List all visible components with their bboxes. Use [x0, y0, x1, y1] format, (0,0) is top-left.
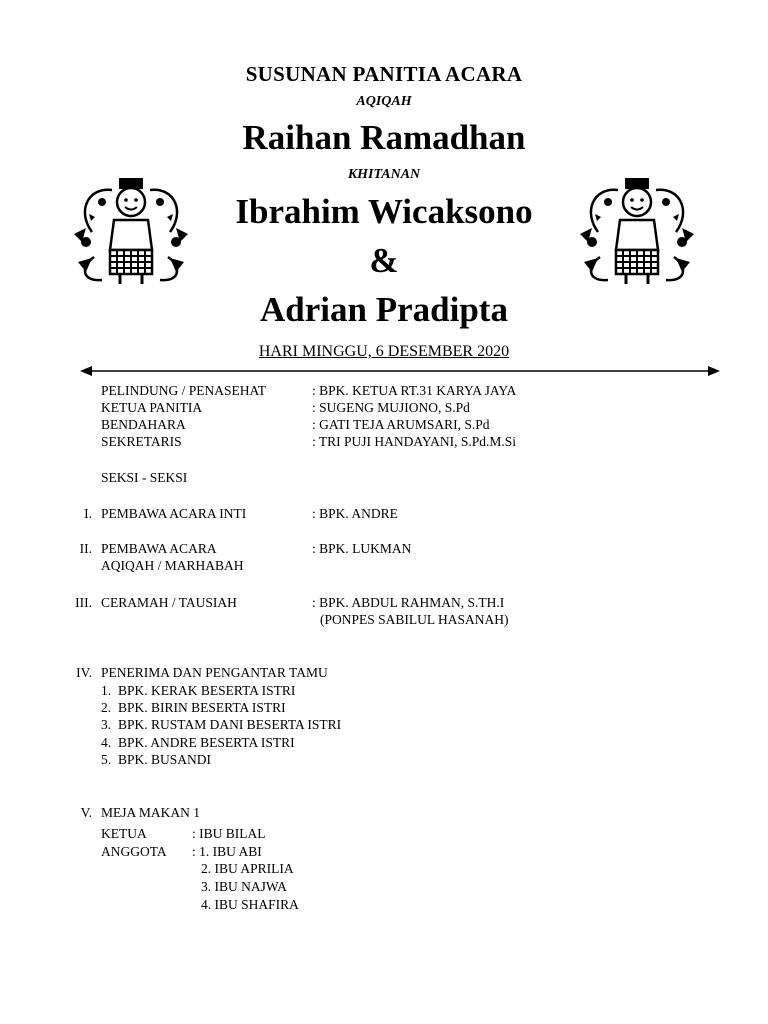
section-value: : BPK. LUKMAN — [312, 541, 412, 556]
section-value-continued: (PONPES SABILUL HASANAH) — [320, 612, 509, 627]
role-value: : SUGENG MUJIONO, S.Pd — [312, 400, 470, 415]
section-number: V. — [80, 805, 92, 820]
section-value: : BPK. ABDUL RAHMAN, S.TH.I — [312, 595, 505, 610]
khitanan-label: KHITANAN — [347, 167, 421, 182]
ketua-value: : IBU BILAL — [192, 826, 266, 841]
section-label: PEMBAWA ACARA INTI — [101, 506, 247, 521]
role-label: BENDAHARA — [101, 417, 186, 432]
list-item: BPK. BUSANDI — [118, 752, 212, 767]
section-value: : BPK. ANDRE — [312, 506, 398, 521]
section-label: CERAMAH / TAUSIAH — [101, 595, 237, 610]
list-item: BPK. KERAK BESERTA ISTRI — [118, 683, 296, 698]
header-divider — [80, 364, 720, 378]
role-value: : TRI PUJI HANDAYANI, S.Pd.M.Si — [312, 434, 517, 449]
role-label: SEKRETARIS — [101, 434, 182, 449]
list-item: BPK. RUSTAM DANI BESERTA ISTRI — [118, 717, 342, 732]
section-number: II. — [79, 541, 92, 556]
list-item: BPK. BIRIN BESERTA ISTRI — [118, 700, 286, 715]
khitanan-name-1: Ibrahim Wicaksono — [235, 192, 533, 231]
list-item-number: 1. — [101, 683, 112, 698]
role-value: : GATI TEJA ARUMSARI, S.Pd — [312, 417, 490, 432]
anggota-item: 3. IBU NAJWA — [201, 879, 287, 894]
section-label: MEJA MAKAN 1 — [101, 805, 201, 820]
anggota-label: ANGGOTA — [101, 844, 167, 859]
aqiqah-label: AQIQAH — [356, 94, 412, 109]
section-number: III. — [75, 595, 92, 610]
khitanan-name-2: Adrian Pradipta — [260, 290, 508, 329]
list-item: BPK. ANDRE BESERTA ISTRI — [118, 735, 295, 750]
ampersand: & — [369, 241, 399, 280]
section-label: PENERIMA DAN PENGANTAR TAMU — [101, 665, 328, 680]
section-label-continued: AQIQAH / MARHABAH — [101, 558, 244, 573]
list-item-number: 3. — [101, 717, 112, 732]
document-title: SUSUNAN PANITIA ACARA — [245, 62, 523, 86]
list-item-number: 2. — [101, 700, 112, 715]
role-label: KETUA PANITIA — [101, 400, 203, 415]
section-number: IV. — [76, 665, 92, 680]
list-item-number: 5. — [101, 752, 112, 767]
anggota-item: : 1. IBU ABI — [192, 844, 262, 859]
section-number: I. — [84, 506, 92, 521]
list-item-number: 4. — [101, 735, 112, 750]
section-label: PEMBAWA ACARA — [101, 541, 217, 556]
event-date: HARI MINGGU, 6 DESEMBER 2020 — [258, 343, 510, 360]
aqiqah-name: Raihan Ramadhan — [242, 118, 526, 157]
ketua-label: KETUA — [101, 826, 147, 841]
seksi-heading: SEKSI - SEKSI — [101, 470, 188, 485]
role-value: : BPK. KETUA RT.31 KARYA JAYA — [312, 383, 517, 398]
anggota-item: 2. IBU APRILIA — [201, 861, 294, 876]
anggota-item: 4. IBU SHAFIRA — [201, 897, 299, 912]
role-label: PELINDUNG / PENASEHAT — [101, 383, 266, 398]
